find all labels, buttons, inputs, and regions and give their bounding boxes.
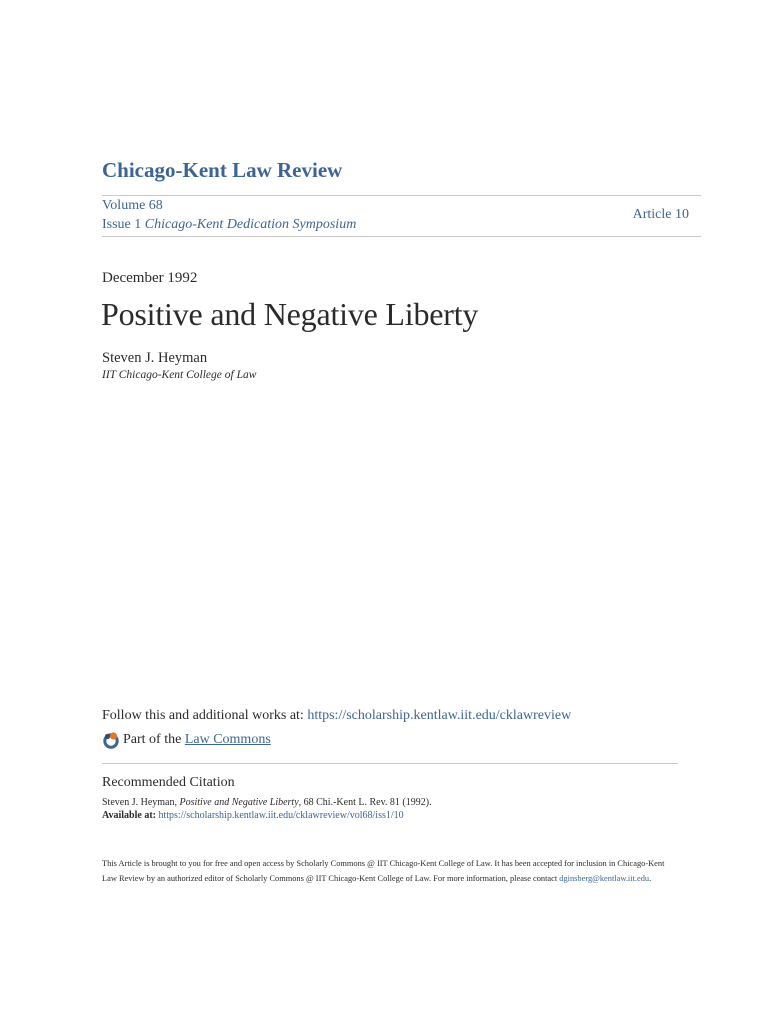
part-of-label: Part of the (123, 732, 182, 747)
journal-title[interactable]: Chicago-Kent Law Review (102, 158, 343, 182)
issue-number[interactable]: Issue 1 (102, 217, 142, 232)
available-label: Available at: (102, 810, 159, 821)
author-name[interactable]: Steven J. Heyman (102, 350, 208, 366)
notice-end: . (649, 873, 652, 883)
header-top-rule (102, 195, 701, 196)
bepress-network-icon (102, 731, 120, 749)
recommended-citation-heading: Recommended Citation (102, 775, 235, 790)
author-affiliation: IIT Chicago-Kent College of Law (102, 369, 257, 381)
issue-line[interactable] (102, 217, 356, 233)
header-bottom-rule (102, 236, 701, 237)
citation-text (102, 797, 432, 808)
citation-title: Positive and Negative Liberty (179, 797, 299, 808)
article-title: Positive and Negative Liberty (101, 296, 479, 332)
citation-rule (102, 763, 678, 764)
law-commons-link[interactable]: Law Commons (184, 732, 271, 747)
contact-email-link[interactable]: dginsberg@kentlaw.iit.edu (559, 873, 650, 883)
volume-link[interactable]: Volume 68 (102, 198, 163, 213)
citation-author: Steven J. Heyman, (102, 797, 180, 808)
part-of-line (102, 731, 271, 749)
available-url-link[interactable]: https://scholarship.kentlaw.iit.edu/cklawreview/vol68/iss1/10 (158, 810, 404, 821)
publication-date: December 1992 (102, 270, 198, 286)
follow-url-link[interactable]: https://scholarship.kentlaw.iit.edu/cklawreview (307, 708, 572, 723)
access-notice (102, 857, 672, 886)
follow-label: Follow this and additional works at: (102, 708, 308, 723)
available-at-line (102, 810, 404, 821)
follow-line (102, 708, 571, 724)
notice-text: This Article is brought to you for free and open access by Scholarly Commons @ IIT Chicago-Kent College of Law. It has been accepted for inclusion in Chicago-Kent Law Review by an authorized editor of Scholarly Commons @ IIT Chicago-Kent College of Law. For more information, please contact (102, 859, 665, 883)
citation-details: , 68 Chi.-Kent L. Rev. 81 (1992). (298, 797, 432, 808)
issue-title[interactable]: Chicago-Kent Dedication Symposium (144, 217, 357, 232)
article-number[interactable]: Article 10 (632, 207, 689, 222)
